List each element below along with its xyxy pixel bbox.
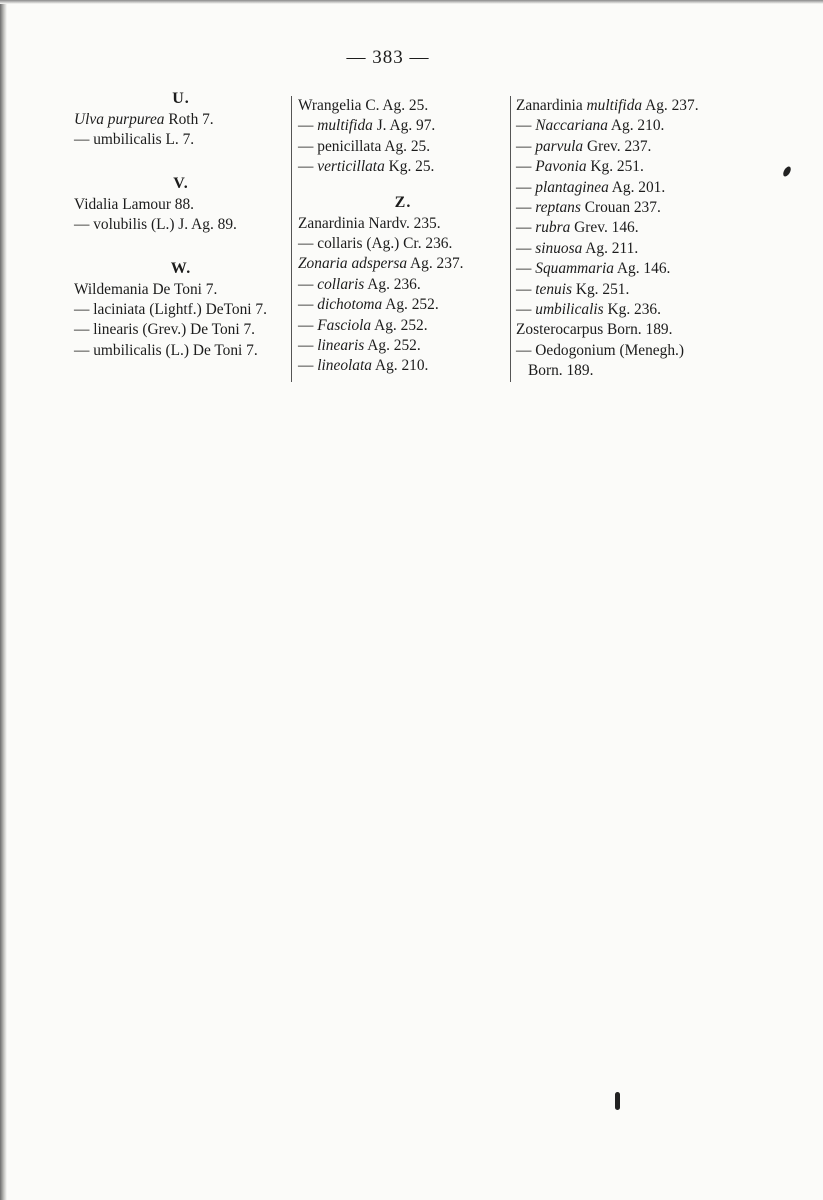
section-heading-v: V. [173, 174, 189, 192]
index-entry: Zonaria adspersa Ag. 237. [298, 255, 464, 273]
index-entry: Zanardinia multifida Ag. 237. [516, 97, 699, 114]
index-entry: — laciniata (Lightf.) DeToni 7. [74, 301, 267, 319]
index-entry: — lineolata Ag. 210. [298, 357, 429, 375]
page-number: — 383 — [346, 47, 430, 68]
index-entry: — penicillata Ag. 25. [298, 137, 431, 155]
index-entry: — linearis (Grev.) De Toni 7. [74, 321, 255, 339]
column-divider-2 [510, 96, 511, 382]
index-entry: — plantaginea Ag. 201. [516, 178, 666, 196]
index-entry: — Naccariana Ag. 210. [516, 117, 665, 135]
index-entry: — sinuosa Ag. 211. [516, 239, 639, 257]
index-entry: — umbilicalis (L.) De Toni 7. [74, 341, 258, 359]
index-column-1 [74, 88, 288, 361]
index-entry: — Squammaria Ag. 146. [516, 260, 671, 278]
index-column-2 [298, 96, 508, 377]
index-entry: — rubra Grev. 146. [516, 219, 639, 237]
section-heading-z: Z. [394, 193, 412, 211]
index-entry: — Fasciola Ag. 252. [298, 316, 428, 334]
index-entry: — reptans Crouan 237. [516, 199, 661, 217]
index-entry: — parvula Grev. 237. [516, 137, 652, 155]
index-entry: Wrangelia C. Ag. 25. [298, 97, 429, 114]
index-entry-continuation: Born. 189. [528, 362, 594, 380]
index-entry: — multifida J. Ag. 97. [298, 117, 436, 135]
index-entry: — collaris Ag. 236. [298, 275, 421, 293]
index-entry: — volubilis (L.) J. Ag. 89. [74, 216, 237, 234]
index-entry: — Oedogonium (Menegh.) [516, 341, 684, 359]
section-heading-u: U. [172, 90, 190, 107]
index-entry: — dichotoma Ag. 252. [298, 296, 439, 314]
index-entry: Wildemania De Toni 7. [74, 280, 218, 298]
ink-spot [615, 1092, 620, 1110]
index-entry: Vidalia Lamour 88. [74, 195, 195, 213]
index-entry: — Pavonia Kg. 251. [516, 158, 644, 176]
index-entry: — tenuis Kg. 251. [516, 280, 630, 298]
index-entry: Zanardinia Nardv. 235. [298, 214, 441, 232]
index-entry: — umbilicalis L. 7. [74, 131, 195, 149]
index-entry: — umbilicalis Kg. 236. [516, 301, 661, 319]
index-entry: — verticillata Kg. 25. [298, 158, 435, 176]
index-entry: Zosterocarpus Born. 189. [516, 321, 673, 339]
index-entry: Ulva purpurea Roth 7. [74, 111, 214, 128]
ink-spot [782, 165, 793, 178]
section-heading-w: W. [170, 259, 192, 277]
column-divider-1 [291, 96, 292, 382]
page-top-shadow [0, 0, 823, 4]
index-entry: — collaris (Ag.) Cr. 236. [298, 235, 453, 253]
page-edge-shadow [0, 0, 7, 1200]
index-entry: — linearis Ag. 252. [298, 337, 421, 355]
index-column-3 [516, 96, 756, 382]
